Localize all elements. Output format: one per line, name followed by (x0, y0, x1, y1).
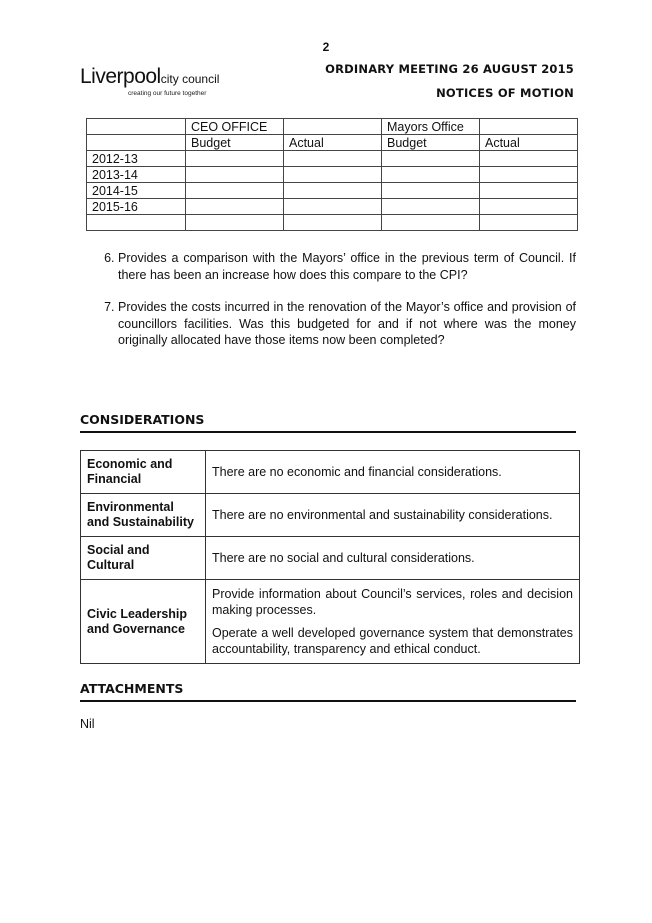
table-cell (284, 199, 382, 215)
table-row (87, 199, 578, 215)
table-cell (382, 167, 480, 183)
consideration-row (81, 494, 580, 537)
attachments-heading: ATTACHMENTS (80, 681, 576, 702)
table-cell: 2014-15 (87, 183, 186, 199)
table-cell (382, 183, 480, 199)
meeting-title: ORDINARY MEETING 26 AUGUST 2015 (325, 62, 574, 76)
page-number: 2 (322, 40, 330, 54)
consideration-paragraph: Provide information about Council’s services, roles and decision making processes. (212, 587, 573, 617)
table-cell (284, 119, 382, 135)
consideration-row (81, 580, 580, 664)
table-row (87, 151, 578, 167)
budget-comparison-table (86, 118, 578, 231)
table-cell (480, 183, 578, 199)
document-header (325, 62, 574, 110)
consideration-label: Economic and Financial (81, 451, 206, 494)
consideration-description (206, 494, 580, 537)
table-cell (480, 199, 578, 215)
table-cell (186, 183, 284, 199)
table-cell (87, 119, 186, 135)
consideration-description (206, 451, 580, 494)
questions-list (80, 250, 576, 365)
table-cell (186, 215, 284, 231)
question-item: 7. Provides the costs incurred in the renovation of the Mayor’s office and provision of councillors facilities. Was this budgeted for and if not where was the money originally allocated have those items now been completed? (118, 299, 576, 349)
table-cell (87, 135, 186, 151)
table-cell (186, 199, 284, 215)
considerations-heading: CONSIDERATIONS (80, 412, 576, 433)
table-cell: Actual (480, 135, 578, 151)
table-cell (284, 167, 382, 183)
table-cell (382, 215, 480, 231)
attachments-text: Nil (80, 717, 95, 731)
consideration-paragraph: There are no social and cultural considerations. (212, 551, 475, 565)
table-cell: CEO OFFICE (186, 119, 284, 135)
table-cell (284, 215, 382, 231)
table-row (87, 215, 578, 231)
logo-tagline: creating our future together (128, 90, 207, 97)
table-cell (480, 215, 578, 231)
question-item: 6. Provides a comparison with the Mayors’ office in the previous term of Council. If there has been an increase how does this compare to the CPI? (118, 250, 576, 283)
consideration-label: Civic Leadership and Governance (81, 580, 206, 664)
consideration-paragraph: Operate a well developed governance system that demonstrates accountability, transparency and ethical conduct. (212, 626, 573, 656)
table-cell: Mayors Office (382, 119, 480, 135)
table-cell: 2013-14 (87, 167, 186, 183)
table-row (87, 167, 578, 183)
consideration-label: Social and Cultural (81, 537, 206, 580)
table-cell (186, 151, 284, 167)
table-cell (382, 151, 480, 167)
table-cell: Budget (382, 135, 480, 151)
consideration-paragraph: There are no environmental and sustainability considerations. (212, 508, 553, 522)
table-row (87, 183, 578, 199)
table-cell (480, 151, 578, 167)
table-cell (87, 215, 186, 231)
logo-main-text: Liverpool (80, 65, 161, 88)
consideration-description (206, 580, 580, 664)
table-cell (480, 167, 578, 183)
consideration-row (81, 451, 580, 494)
table-subheader-row (87, 135, 578, 151)
table-cell (186, 167, 284, 183)
consideration-row (81, 537, 580, 580)
council-logo (80, 67, 219, 97)
table-cell: 2015-16 (87, 199, 186, 215)
consideration-paragraph: There are no economic and financial considerations. (212, 465, 502, 479)
table-cell (382, 199, 480, 215)
table-cell (284, 151, 382, 167)
table-header-row (87, 119, 578, 135)
table-cell: Budget (186, 135, 284, 151)
table-cell (480, 119, 578, 135)
consideration-description (206, 537, 580, 580)
considerations-table (80, 450, 580, 664)
table-cell: 2012-13 (87, 151, 186, 167)
logo-suffix-text: city council (160, 72, 220, 86)
table-cell: Actual (284, 135, 382, 151)
table-cell (284, 183, 382, 199)
section-title: NOTICES OF MOTION (436, 86, 574, 100)
consideration-label: Environmental and Sustainability (81, 494, 206, 537)
